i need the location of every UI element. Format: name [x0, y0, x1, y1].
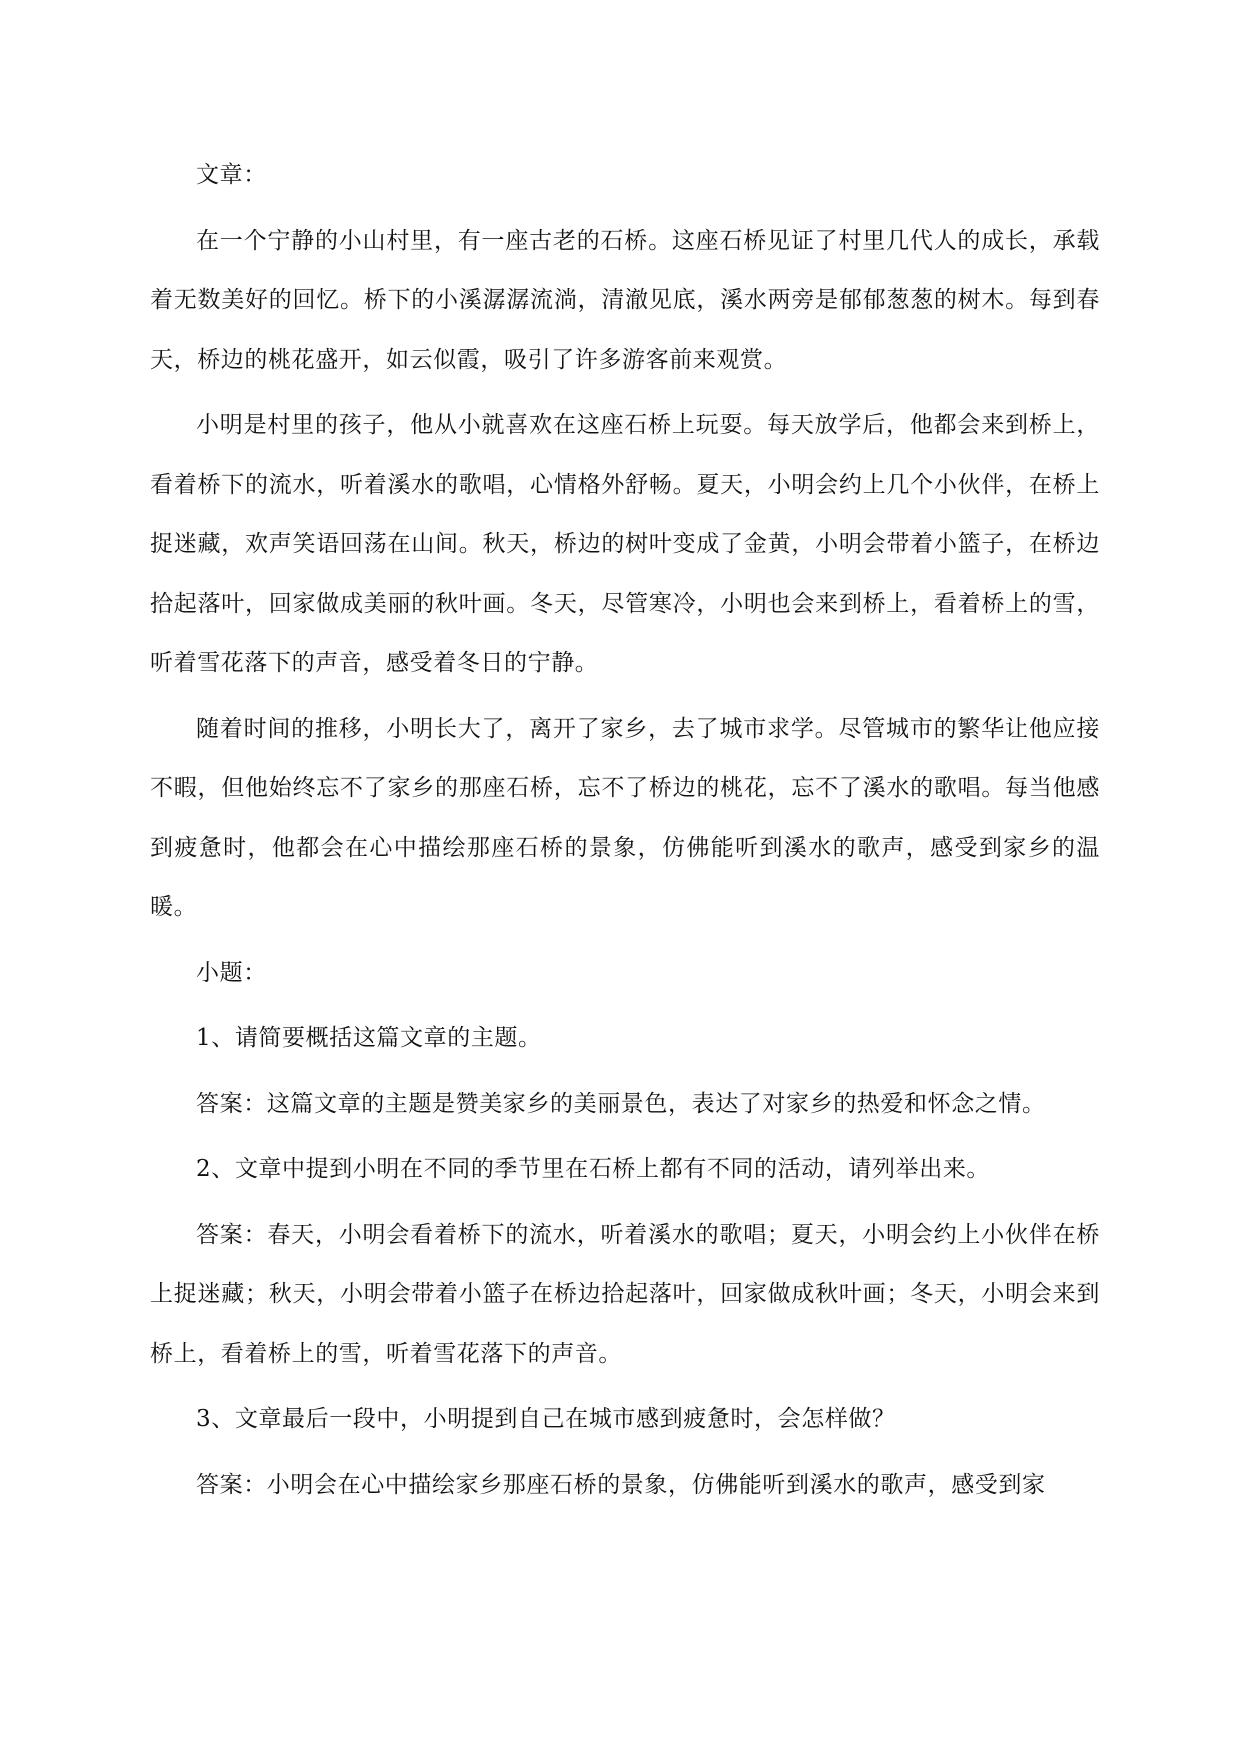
answer-2: 答案：春天，小明会看着桥下的流水，听着溪水的歌唱；夏天，小明会约上小伙伴在桥上捉迷藏；秋天，小明会带着小篮子在桥边拾起落叶，回家做成秋叶画；冬天，小明会来到桥上，看着桥上的雪，听着雪花落下的声音。: [150, 1221, 1100, 1367]
question-3: 3、文章最后一段中，小明提到自己在城市感到疲惫时，会怎样做？: [196, 1406, 896, 1432]
question-2: 2、文章中提到小明在不同的季节里在石桥上都有不同的活动，请列举出来。: [196, 1156, 991, 1182]
question-1: 1、请简要概括这篇文章的主题。: [196, 1025, 542, 1051]
article-paragraph-3: 随着时间的推移，小明长大了，离开了家乡，去了城市求学。尽管城市的繁华让他应接不暇，但他始终忘不了家乡的那座石桥，忘不了桥边的桃花，忘不了溪水的歌唱。每当他感到疲惫时，他都会在心中描绘那座石桥的景象，仿佛能听到溪水的歌声，感受到家乡的温暖。: [150, 715, 1100, 920]
document-body: [150, 146, 1100, 1515]
section-label-questions: 小题：: [196, 959, 267, 986]
article-paragraph-1: 在一个宁静的小山村里，有一座古老的石桥。这座石桥见证了村里几代人的成长，承载着无数美好的回忆。桥下的小溪潺潺流淌，清澈见底，溪水两旁是郁郁葱葱的树木。每到春天，桥边的桃花盛开，如云似霞，吸引了许多游客前来观赏。: [150, 227, 1100, 373]
answer-1: 答案：这篇文章的主题是赞美家乡的美丽景色，表达了对家乡的热爱和怀念之情。: [196, 1090, 1046, 1117]
section-label-article: 文章：: [196, 162, 267, 188]
article-paragraph-2: 小明是村里的孩子，他从小就喜欢在这座石桥上玩耍。每天放学后，他都会来到桥上，看着桥下的流水，听着溪水的歌唱，心情格外舒畅。夏天，小明会约上几个小伙伴，在桥上捉迷藏，欢声笑语回荡在山间。秋天，桥边的树叶变成了金黄，小明会带着小篮子，在桥边拾起落叶，回家做成美丽的秋叶画。冬天，尽管寒冷，小明也会来到桥上，看着桥上的雪，听着雪花落下的声音，感受着冬日的宁静。: [150, 412, 1100, 676]
answer-3: 答案：小明会在心中描绘家乡那座石桥的景象，仿佛能听到溪水的歌声，感受到家: [196, 1471, 1046, 1498]
